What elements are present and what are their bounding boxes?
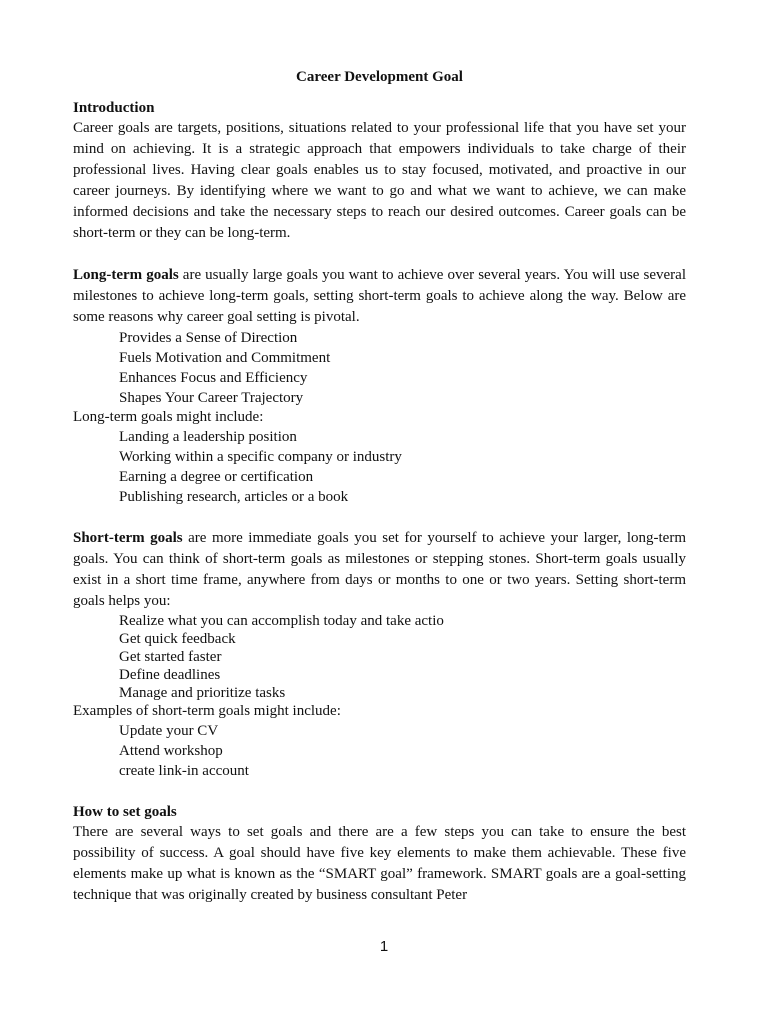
list-item: Update your CV [119,723,219,739]
long-term-examples-lead: Long-term goals might include: [73,409,264,425]
spacer [73,244,686,265]
intro-heading: Introduction [73,100,155,116]
spacer [73,781,686,802]
short-term-benefits-list [73,612,686,702]
list-item: Provides a Sense of Direction [119,330,298,346]
list-item: Earning a degree or certification [119,469,314,485]
short-term-paragraph [73,528,686,612]
list-item: Manage and prioritize tasks [119,685,286,701]
list-item: Attend workshop [119,743,223,759]
document-page [73,66,686,906]
list-item: Enhances Focus and Efficiency [119,370,308,386]
short-term-examples-list [73,721,686,781]
long-term-examples-list [73,427,686,507]
long-term-paragraph [73,265,686,328]
list-item: Get started faster [119,649,222,665]
list-item: Define deadlines [119,667,221,683]
how-to-heading: How to set goals [73,804,177,820]
list-item: Publishing research, articles or a book [119,489,349,505]
how-to-paragraph: There are several ways to set goals and there are a few steps you can take to ensure the best possibility of success. A goal should have five key elements to make them achievable. These five elements make up what is known as the “SMART goal” framework. SMART goals are a goal-setting technique that was originally created by business consultant Peter [73,824,686,903]
long-term-text: are usually large goals you want to achieve over several years. You will use several milestones to achieve long-term goals, setting short-term goals to achieve along the way. Below are some reasons why career goal setting is pivotal. [73,267,686,325]
list-item: Working within a specific company or industry [119,449,402,465]
list-item: Get quick feedback [119,631,236,647]
list-item: Realize what you can accomplish today and take actio [119,613,444,629]
list-item: Fuels Motivation and Commitment [119,350,331,366]
short-term-term: Short-term goals [73,530,183,546]
document-title: Career Development Goal [296,69,463,85]
short-term-examples-lead: Examples of short-term goals might include: [73,703,341,719]
page-number: 1 [379,938,389,955]
short-term-text: are more immediate goals you set for yourself to achieve your larger, long-term goals. You can think of short-term goals as milestones or stepping stones. Short-term goals usually exist in a short time frame, anywhere from days or months to one or two years. Setting short-term goals helps you: [73,530,686,609]
list-item: Shapes Your Career Trajectory [119,390,304,406]
list-item: create link-in account [119,763,249,779]
long-term-term: Long-term goals [73,267,179,283]
spacer [73,507,686,528]
list-item: Landing a leadership position [119,429,297,445]
intro-paragraph: Career goals are targets, positions, situations related to your professional life that you have set your mind on achieving. It is a strategic approach that empowers individuals to take charge of their professional lives. Having clear goals enables us to stay focused, motivated, and proactive in our career journeys. By identifying where we want to go and what we want to achieve, we can make informed decisions and take the necessary steps to reach our desired outcomes. Career goals can be short-term or they can be long-term. [73,120,686,241]
long-term-reasons-list [73,328,686,408]
